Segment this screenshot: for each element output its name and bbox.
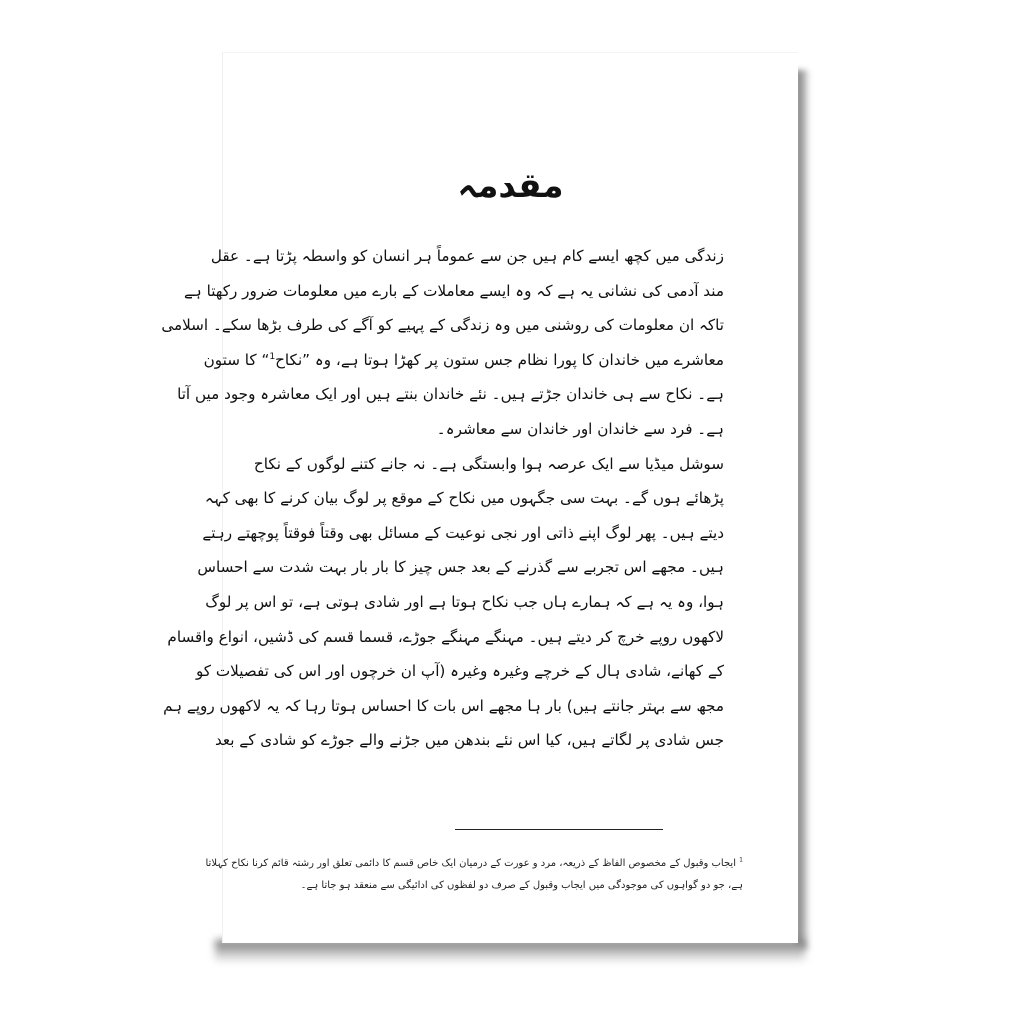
text-line: جس شادی پر لگاتے ہیں، کیا اس نئے بندھن میں جڑنے والے جوڑے کو شادی کے بعد: [214, 731, 724, 750]
text-line: زندگی میں کچھ ایسے کام ہیں جن سے عموماً ہر انسان کو واسطہ پڑتا ہے۔ عقل: [210, 247, 724, 265]
text-line: ہوا، وہ یہ ہے کہ ہمارے ہاں جب نکاح ہوتا ہے اور شادی ہوتی ہے، تو اس پر لوگ: [205, 592, 724, 611]
text-line: تاکہ ان معلومات کی روشنی میں وہ زندگی کے پہیے کو آگے کی طرف بڑھا سکے۔ اسلامی: [161, 316, 724, 335]
footnote-separator: [455, 829, 663, 830]
footnote-reference: 1: [269, 351, 276, 362]
text-line: ہیں۔ مجھے اس تجربے سے گذرنے کے بعد جس چیز کا بار بار بہت شدت سے احساس: [197, 558, 724, 577]
page-title: مقدمہ: [457, 166, 564, 206]
footnote: [205, 853, 743, 897]
text-line: مند آدمی کی نشانی یہ ہے کہ وہ ایسے معاملات کے بارے میں معلومات ضرور رکھتا ہے: [183, 281, 724, 300]
text-line: پڑھائے ہوں گے۔ بہت سی جگہوں میں نکاح کے موقع پر لوگ بیان کرنے کا بھی کہہ: [204, 489, 724, 508]
body-text: [161, 239, 724, 758]
footnote-number: 1: [739, 856, 743, 864]
text-line: سوشل میڈیا سے ایک عرصہ ہوا وابستگی ہے۔ نہ جانے کتنے لوگوں کے نکاح: [253, 454, 724, 473]
text-line: ہے۔ فرد سے خاندان اور خاندان سے معاشرہ۔: [436, 419, 724, 438]
text-line: مجھ سے بہتر جانتے ہیں) بار ہا مجھے اس بات کا احساس ہوتا رہا کہ یہ لاکھوں روپے ہم: [163, 696, 724, 715]
footnote-line: [205, 853, 743, 875]
book-page: [161, 52, 798, 943]
footnote-text: ایجاب وقبول کے مخصوص الفاظ کے ذریعہ، مرد و عورت کے درمیان ایک خاص قسم کا دائمی تعلق اور رشتہ قائم کرنا نکاح کہلاتا: [205, 858, 736, 869]
text-line: ہے۔ نکاح سے ہی خاندان جڑتے ہیں۔ نئے خاندان بنتے ہیں اور ایک معاشرہ وجود میں آتا: [177, 385, 724, 404]
page-shadow-bottom: [215, 940, 805, 962]
text-line: کے کھانے، شادی ہال کے خرچے وغیرہ وغیرہ (آپ ان خرچوں اور اس کی تفصیلات کو: [195, 662, 724, 681]
text-line-part: “ کا ستون: [203, 350, 270, 369]
footnote-line: ہے، جو دو گواہوں کی موجودگی میں ایجاب وقبول کے صرف دو لفظوں کی ادائیگی سے منعقد ہو جاتا ہے۔: [300, 880, 743, 891]
text-line: لاکھوں روپے خرچ کر دیتے ہیں۔ مہنگے مہنگے جوڑے، قسما قسم کی ڈشیں، انواع واقسام: [167, 627, 724, 646]
text-line-part: معاشرے میں خاندان کا پورا نظام جس ستون پر کھڑا ہوتا ہے، وہ ”نکاح: [275, 350, 724, 369]
text-line: دیتے ہیں۔ پھر لوگ اپنے ذاتی اور نجی نوعیت کے مسائل بھی وقتاً فوقتاً پوچھتے رہتے: [202, 523, 724, 542]
text-line-with-footnote: [203, 343, 724, 378]
